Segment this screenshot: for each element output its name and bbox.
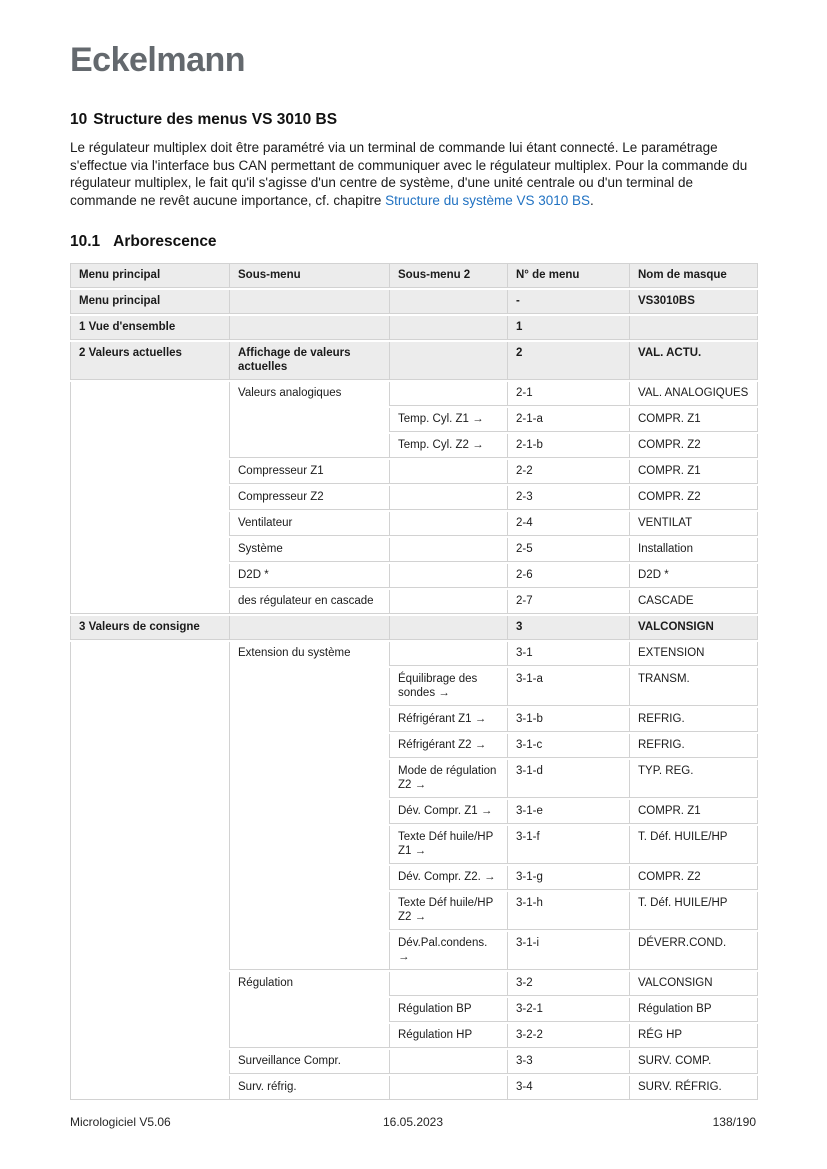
table-cell	[389, 316, 507, 340]
table-cell: 3-1	[507, 642, 629, 666]
table-cell: REFRIG.	[629, 708, 758, 732]
table-cell: Dév. Compr. Z2. →	[389, 866, 507, 890]
table-cell: -	[507, 290, 629, 314]
table-cell: 2-3	[507, 486, 629, 510]
table-cell	[389, 590, 507, 614]
table-cell: DÉVERR.COND.	[629, 932, 758, 970]
page-footer	[70, 1115, 756, 1129]
table-cell: VAL. ACTU.	[629, 342, 758, 380]
table-cell: 2-1-b	[507, 434, 629, 458]
table-cell	[389, 642, 507, 666]
table-cell: 2-1	[507, 382, 629, 406]
table-cell: VALCONSIGN	[629, 616, 758, 640]
table-cell: 2-5	[507, 538, 629, 562]
table-cell	[389, 342, 507, 380]
table-cell: Régulation BP	[629, 998, 758, 1022]
table-cell: Réfrigérant Z2 →	[389, 734, 507, 758]
table-cell: 1 Vue d'ensemble	[70, 316, 229, 340]
subsection-title: Arborescence	[113, 233, 217, 251]
table-cell: D2D *	[629, 564, 758, 588]
table-cell: D2D *	[229, 564, 389, 588]
subsection-heading	[70, 233, 757, 251]
table-cell: 3-2-1	[507, 998, 629, 1022]
table-cell	[389, 512, 507, 536]
table-cell: 3-4	[507, 1076, 629, 1100]
table-cell: des régulateur en cascade	[229, 590, 389, 614]
section-number: 10	[70, 111, 88, 128]
table-cell: 3-1-h	[507, 892, 629, 930]
table-row	[70, 290, 758, 314]
table-cell	[229, 316, 389, 340]
table-cell	[389, 564, 507, 588]
table-cell: VAL. ANALOGIQUES	[629, 382, 758, 406]
table-cell: Compresseur Z2	[229, 486, 389, 510]
table-cell: 3-2-2	[507, 1024, 629, 1048]
table-cell	[389, 460, 507, 484]
menu-structure-table	[70, 261, 758, 1102]
table-cell: 2-4	[507, 512, 629, 536]
table-cell: T. Déf. HUILE/HP	[629, 892, 758, 930]
table-cell: 3-1-f	[507, 826, 629, 864]
table-row	[70, 342, 758, 380]
table-cell	[389, 1050, 507, 1074]
table-cell: 2-7	[507, 590, 629, 614]
footer-firmware-version: Micrologiciel V5.06	[70, 1115, 171, 1129]
table-cell: Temp. Cyl. Z2 →	[389, 434, 507, 458]
table-cell	[389, 486, 507, 510]
table-cell: 3-1-c	[507, 734, 629, 758]
table-cell: 3-1-e	[507, 800, 629, 824]
table-cell: Installation	[629, 538, 758, 562]
table-cell: 2-6	[507, 564, 629, 588]
table-cell: VS3010BS	[629, 290, 758, 314]
table-cell: 3-1-d	[507, 760, 629, 798]
table-cell: 3-1-i	[507, 932, 629, 970]
table-cell	[229, 290, 389, 314]
section-title: Structure des menus VS 3010 BS	[93, 111, 338, 128]
table-cell: 1	[507, 316, 629, 340]
column-header: Nom de masque	[629, 263, 758, 288]
table-cell: T. Déf. HUILE/HP	[629, 826, 758, 864]
header-row	[70, 263, 758, 288]
table-row	[70, 616, 758, 640]
intro-paragraph	[70, 139, 760, 209]
table-cell	[629, 316, 758, 340]
table-cell: Extension du système	[229, 642, 389, 970]
column-header: Sous-menu	[229, 263, 389, 288]
table-cell: TRANSM.	[629, 668, 758, 706]
table-cell: CASCADE	[629, 590, 758, 614]
table-cell	[229, 616, 389, 640]
table-cell: Régulation BP	[389, 998, 507, 1022]
table-cell: Équilibrage des sondes →	[389, 668, 507, 706]
table-cell: Valeurs analogiques	[229, 382, 389, 458]
paragraph-period: .	[590, 192, 594, 208]
table-row	[70, 382, 758, 406]
table-cell: COMPR. Z1	[629, 460, 758, 484]
table-cell: Dév.Pal.condens. →	[389, 932, 507, 970]
section-heading	[70, 111, 757, 129]
eckelmann-logo: Eckelmann	[70, 41, 246, 79]
table-cell: 2	[507, 342, 629, 380]
table-cell: 3-1-a	[507, 668, 629, 706]
table-cell: SURV. COMP.	[629, 1050, 758, 1074]
table-cell: 2 Valeurs actuelles	[70, 342, 229, 380]
table-cell: Affichage de valeurs actuelles	[229, 342, 389, 380]
table-cell	[389, 290, 507, 314]
table-cell: Système	[229, 538, 389, 562]
table-cell: VALCONSIGN	[629, 972, 758, 996]
table-cell: COMPR. Z1	[629, 408, 758, 432]
table-cell: 2-2	[507, 460, 629, 484]
table-cell: Mode de régulation Z2 →	[389, 760, 507, 798]
table-body	[70, 290, 758, 1100]
table-row	[70, 642, 758, 666]
table-cell: 3	[507, 616, 629, 640]
table-cell: COMPR. Z2	[629, 486, 758, 510]
table-cell: 3-1-g	[507, 866, 629, 890]
table-cell	[389, 382, 507, 406]
table-cell	[389, 616, 507, 640]
table-cell: 3-1-b	[507, 708, 629, 732]
table-cell: 2-1-a	[507, 408, 629, 432]
table-cell: Menu principal	[70, 290, 229, 314]
table-cell: EXTENSION	[629, 642, 758, 666]
column-header: N° de menu	[507, 263, 629, 288]
table-cell: Dév. Compr. Z1 →	[389, 800, 507, 824]
table-cell: 3-2	[507, 972, 629, 996]
table-cell	[70, 382, 229, 614]
table-cell: RÉG HP	[629, 1024, 758, 1048]
table-cell: Réfrigérant Z1 →	[389, 708, 507, 732]
table-cell: Surveillance Compr.	[229, 1050, 389, 1074]
chapter-link[interactable]: Structure du système VS 3010 BS	[385, 192, 591, 208]
table-cell: 3-3	[507, 1050, 629, 1074]
table-cell: COMPR. Z2	[629, 434, 758, 458]
table-head	[70, 263, 758, 288]
subsection-number: 10.1	[70, 233, 101, 251]
column-header: Sous-menu 2	[389, 263, 507, 288]
table-cell: REFRIG.	[629, 734, 758, 758]
footer-date: 16.05.2023	[382, 1115, 444, 1129]
table-cell: Régulation	[229, 972, 389, 1048]
paragraph-text: Le régulateur multiplex doit être paramétré via un terminal de commande lui étant connecté. Le paramétrage s'effectue via l'interface bus CAN permettant de communiquer avec le régulateur multiplex. Pour la commande du régulateur multiplex, le fait qu'il s'agisse d'un centre de système, d'une unité centrale ou d'un terminal de commande ne revêt aucune importance, cf. chapitre	[70, 140, 748, 208]
table-cell: COMPR. Z2	[629, 866, 758, 890]
column-header: Menu principal	[70, 263, 229, 288]
table-cell	[389, 538, 507, 562]
table-cell: Ventilateur	[229, 512, 389, 536]
table-cell: SURV. RÉFRIG.	[629, 1076, 758, 1100]
table-cell: Surv. réfrig.	[229, 1076, 389, 1100]
table-cell	[389, 1076, 507, 1100]
table-cell: Temp. Cyl. Z1 →	[389, 408, 507, 432]
table-cell: Régulation HP	[389, 1024, 507, 1048]
table-cell	[389, 972, 507, 996]
table-cell	[70, 642, 229, 1100]
table-cell: 3 Valeurs de consigne	[70, 616, 229, 640]
table-cell: VENTILAT	[629, 512, 758, 536]
table-cell: Texte Déf huile/HP Z2 →	[389, 892, 507, 930]
table-cell: COMPR. Z1	[629, 800, 758, 824]
table-row	[70, 316, 758, 340]
footer-page-number: 138/190	[712, 1115, 757, 1129]
table-cell: TYP. REG.	[629, 760, 758, 798]
table-cell: Compresseur Z1	[229, 460, 389, 484]
table-cell: Texte Déf huile/HP Z1 →	[389, 826, 507, 864]
